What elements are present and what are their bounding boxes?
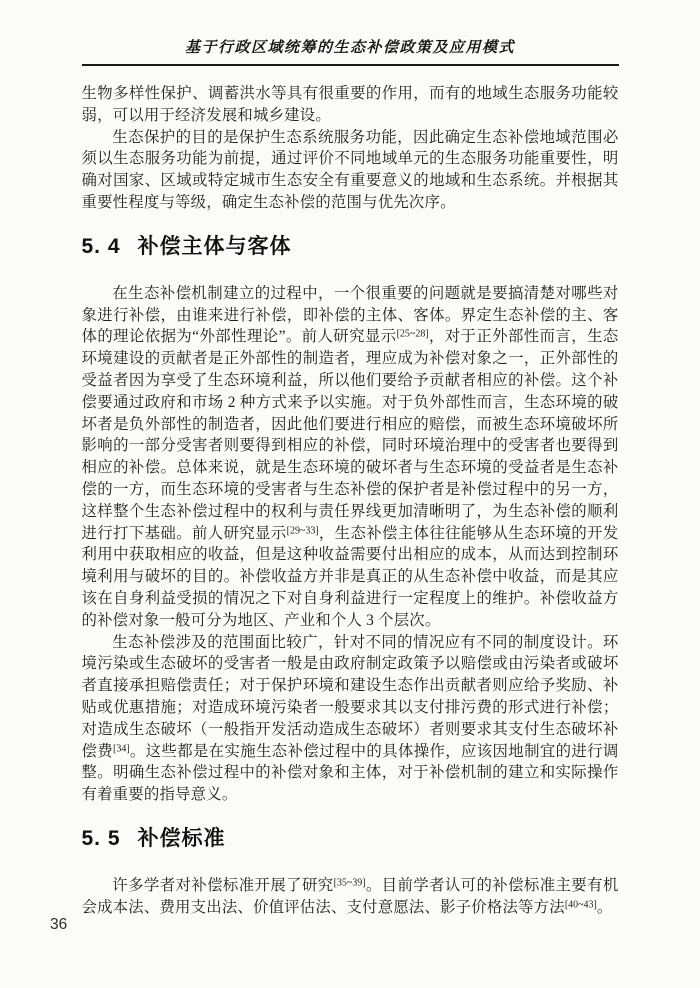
page-number: 36	[50, 916, 68, 933]
section-heading-5-4	[82, 234, 619, 260]
reference-superscript: [40~43]	[564, 899, 597, 911]
paragraph-5-5-standards: 许多学者对补偿标准开展了研究[35~39]。目前学者认可的补偿标准主要有机会成本法、费用支出法、价值评估法、支付意愿法、影子价格法等方法[40~43]。	[81, 876, 619, 916]
section-number-5-4: 5. 4	[81, 234, 121, 258]
paragraph-5-4-subjects: 在生态补偿机制建立的过程中，一个很重要的问题就是要搞清楚对哪些对象进行补偿，由谁来进行补偿，即补偿的主体、客体。界定生态补偿的主、客体的理论依据为“外部性理论”。前人研究显示[25~28]，对于正外部性而言，生态环境建设的贡献者是正外部性的制造者，理应成为补偿对象之一，正外部性的受益者因为享受了生态环境利益，所以他们要给予贡献者相应的补偿。这个补偿要通过政府和市场 2 种方式来予以实施。对于负外部性而言，生态环境的破坏者是负外部性的制造者，因此他们要进行相应的赔偿，而被生态环境破坏所影响的一部分受害者则要得到相应的补偿，同时环境治理中的受害者也要得到相应的补偿。总体来说，就是生态环境的破坏者与生态环境的受益者是生态补偿的一方，而生态环境的受害者与生态补偿的保护者是补偿过程中的另一方，这样整个生态补偿过程中的权利与责任界线更加清晰明了，为生态补偿的顺利进行打下基础。前人研究显示[29~33]，生态补偿主体往往能够从生态环境的开发利用中获取相应的收益，但是这种收益需要付出相应的成本，从而达到控制环境利用与破坏的目的。补偿收益方并非是真正的从生态补偿中收益，而是其应该在自身利益受损的情况之下对自身利益进行一定程度上的维护。补偿收益方的补偿对象一般可分为地区、产业和个人 3 个层次。	[81, 284, 619, 629]
section-number-5-5: 5. 5	[81, 826, 121, 850]
running-title: 基于行政区域统筹的生态补偿政策及应用模式	[184, 39, 515, 56]
section-title-5-5: 补偿标准	[137, 826, 226, 850]
paragraph-intro-continued: 生物多样性保护、调蓄洪水等具有很重要的作用，而有的地域生态服务功能较弱，可以用于经济发展和城乡建设。	[81, 85, 619, 124]
paragraph-5-4-system-design: 生态补偿涉及的范围面比较广，针对不同的情况应有不同的制度设计。环境污染或生态破坏的受害者一般是由政府制定政策予以赔偿或由污染者或破坏者直接承担赔偿责任；对于保护环境和建设生态作出贡献者则应给予奖励、补贴或优惠措施；对造成环境污染者一般要求其以支付排污费的形式进行补偿；对造成生态破坏（一般指开发活动造成生态破坏）者则要求其支付生态破坏补偿费[34]。这些都是在实施生态补偿过程中的具体操作，应该因地制宜的进行调整。明确生态补偿过程中的补偿对象和主体，对于补偿机制的建立和实际操作有着重要的指导意义。	[81, 633, 619, 804]
section-heading-5-5	[82, 826, 619, 852]
page-content	[82, 66, 619, 919]
section-title-5-4: 补偿主体与客体	[137, 234, 292, 258]
reference-superscript: [35~39]	[333, 877, 366, 889]
reference-superscript: [34]	[113, 743, 130, 755]
reference-superscript: [29~33]	[286, 525, 319, 537]
reference-superscript: [25~28]	[396, 328, 429, 340]
paragraph-intro: 生态保护的目的是保护生态系统服务功能，因此确定生态补偿地域范围必须以生态服务功能为前提，通过评价不同地域单元的生态服务功能重要性，明确对国家、区域或特定城市生态安全有重要意义的地域和生态系统。并根据其重要性程度与等级，确定生态补偿的范围与优先次序。	[81, 128, 619, 211]
page-header	[0, 0, 700, 66]
